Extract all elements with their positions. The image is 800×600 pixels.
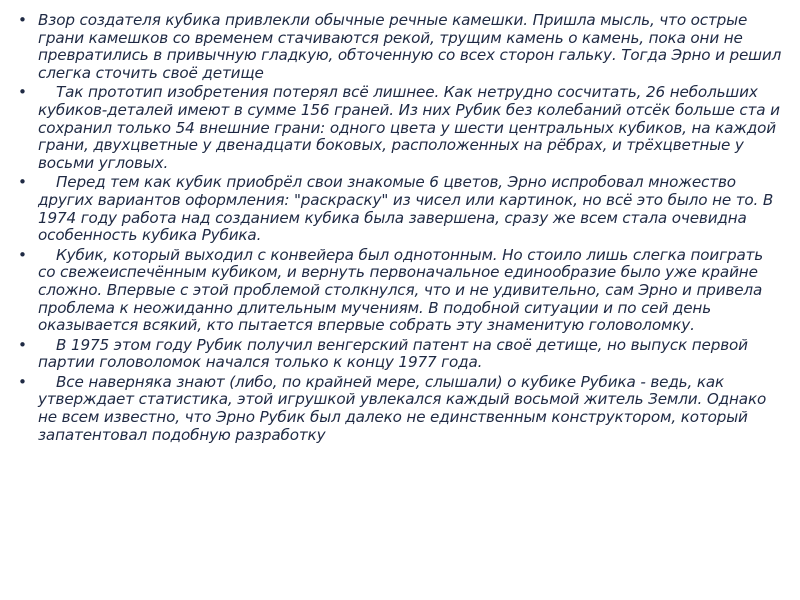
bullet-icon: •: [18, 372, 27, 391]
paragraph-text: Перед тем как кубик приобрёл свои знакомые 6 цветов, Эрно испробовал множество других вариантов оформления: "раскраску" из чисел или картинок, но всё это было не то. В 1974 году работа над созданием кубика была завершена, сразу же всем стала очевидна особенность кубика Рубика.: [38, 173, 774, 245]
bullet-icon: •: [18, 83, 27, 102]
paragraph-text: В 1975 этом году Рубик получил венгерский патент на своё детище, но выпуск первой партии головоломок начался только к концу 1977 года.: [38, 335, 748, 372]
paragraph-text: Все наверняка знают (либо, по крайней мере, слышали) о кубике Рубика - ведь, как утверждает статистика, этой игрушкой увлекался каждый восьмой житель Земли. Однако не всем известно, что Эрно Рубик был далеко не единственным конструктором, который запатентовал подобную разработку: [38, 372, 767, 444]
paragraph-4: [16, 247, 782, 335]
paragraph-1: [16, 12, 782, 82]
bullet-icon: •: [18, 173, 27, 192]
bullet-list: [16, 12, 782, 444]
paragraph-text: Так прототип изобретения потерял всё лишнее. Как нетрудно сосчитать, 26 небольших кубиков-деталей имеют в сумме 156 граней. Из них Рубик без колебаний отсёк больше ста и сохранил только 54 внешние грани: одного цвета у шести центральных кубиков, на каждой грани, двухцветные у двенадцати боковых, расположенных на рёбрах, и трёхцветные у восьми угловых.: [38, 83, 780, 172]
paragraph-5: [16, 337, 782, 372]
paragraph-6: [16, 374, 782, 444]
bullet-icon: •: [18, 11, 27, 29]
bullet-icon: •: [18, 335, 27, 354]
paragraph-2: [16, 84, 782, 172]
bullet-icon: •: [18, 245, 27, 264]
paragraph-text: Кубик, который выходил с конвейера был однотонным. Но стоило лишь слегка поиграть со свежеиспечённым кубиком, и вернуть первоначальное единообразие было уже крайне сложно. Впервые с этой проблемой столкнулся, что и не удивительно, сам Эрно и привела проблема к неожиданно длительным мучениям. В подобной ситуации и по сей день оказывается всякий, кто пытается впервые собрать эту знаменитую головоломку.: [38, 245, 764, 335]
paragraph-text: Взор создателя кубика привлекли обычные речные камешки. Пришла мысль, что острые грани камешков со временем стачиваются рекой, трущим камень о камень, пока они не превратились в привычную гладкую, обточенную со всех сторон гальку. Тогда Эрно и решил слегка сточить своё детище: [38, 11, 782, 82]
paragraph-3: [16, 174, 782, 244]
